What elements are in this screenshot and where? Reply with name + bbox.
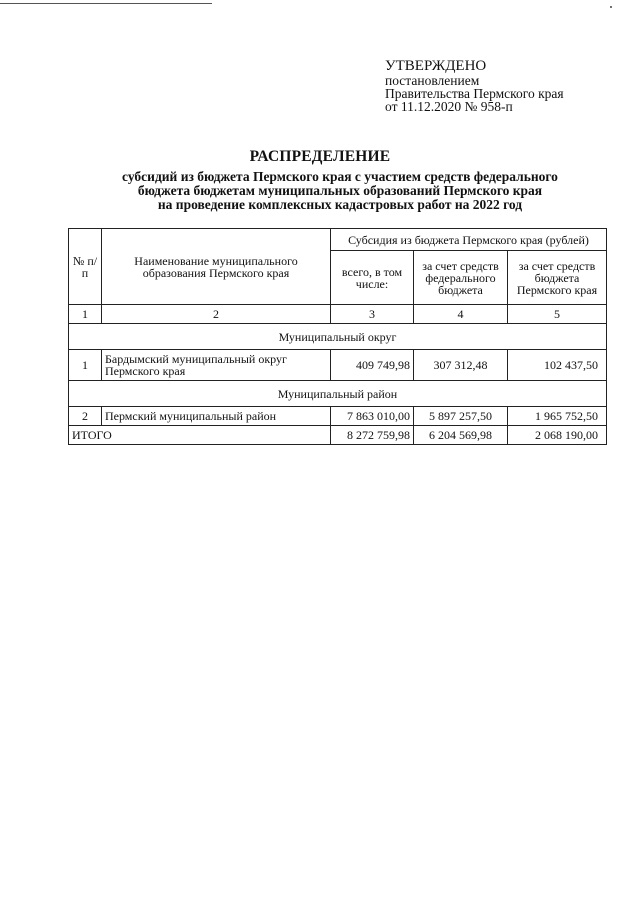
scan-artifact-line — [0, 3, 212, 4]
document-subtitle — [60, 170, 620, 212]
row-regional: 1 965 752,50 — [508, 407, 607, 426]
row-total: 409 749,98 — [331, 350, 414, 381]
header-regional: за счет средств бюджета Пермского края — [508, 251, 607, 305]
row-federal: 307 312,48 — [414, 350, 508, 381]
total-row — [69, 426, 607, 445]
column-number: 4 — [414, 305, 508, 324]
group-label: Муниципальный округ — [69, 324, 607, 350]
total-regional: 2 068 190,00 — [508, 426, 607, 445]
column-number: 3 — [331, 305, 414, 324]
approval-line-3: от 11.12.2020 № 958-п — [385, 99, 513, 114]
row-num: 2 — [69, 407, 102, 426]
total-sum: 8 272 759,98 — [331, 426, 414, 445]
row-num: 1 — [69, 350, 102, 381]
group-label: Муниципальный район — [69, 381, 607, 407]
column-number: 1 — [69, 305, 102, 324]
row-federal: 5 897 257,50 — [414, 407, 508, 426]
row-name: Бардымский муниципальный округ Пермского края — [102, 350, 331, 381]
header-total: всего, в том числе: — [331, 251, 414, 305]
approval-line-2: Правительства Пермского края — [385, 86, 564, 101]
distribution-table — [68, 228, 607, 445]
table-row — [69, 407, 607, 426]
scan-artifact-dot — [610, 6, 612, 8]
total-label: ИТОГО — [69, 426, 331, 445]
row-regional: 102 437,50 — [508, 350, 607, 381]
header-num: № п/п — [69, 229, 102, 305]
header-subsidy: Субсидия из бюджета Пермского края (рублей) — [331, 229, 607, 251]
approval-line-1: постановлением — [385, 73, 480, 88]
header-federal: за счет средств федерального бюджета — [414, 251, 508, 305]
total-federal: 6 204 569,98 — [414, 426, 508, 445]
document-title: РАСПРЕДЕЛЕНИЕ — [249, 148, 391, 165]
approval-heading: УТВЕРЖДЕНО — [385, 58, 487, 74]
subtitle-line-2: бюджета бюджетам муниципальных образований Пермского края — [137, 183, 543, 198]
column-number: 2 — [102, 305, 331, 324]
approval-stamp — [385, 58, 564, 113]
subtitle-line-1: субсидий из бюджета Пермского края с участием средств федерального — [122, 169, 558, 184]
table-row — [69, 350, 607, 381]
header-name: Наименование муниципального образования Пермского края — [102, 229, 331, 305]
row-total: 7 863 010,00 — [331, 407, 414, 426]
row-name: Пермский муниципальный район — [102, 407, 331, 426]
subtitle-line-3: на проведение комплексных кадастровых работ на 2022 год — [157, 197, 523, 212]
column-number: 5 — [508, 305, 607, 324]
